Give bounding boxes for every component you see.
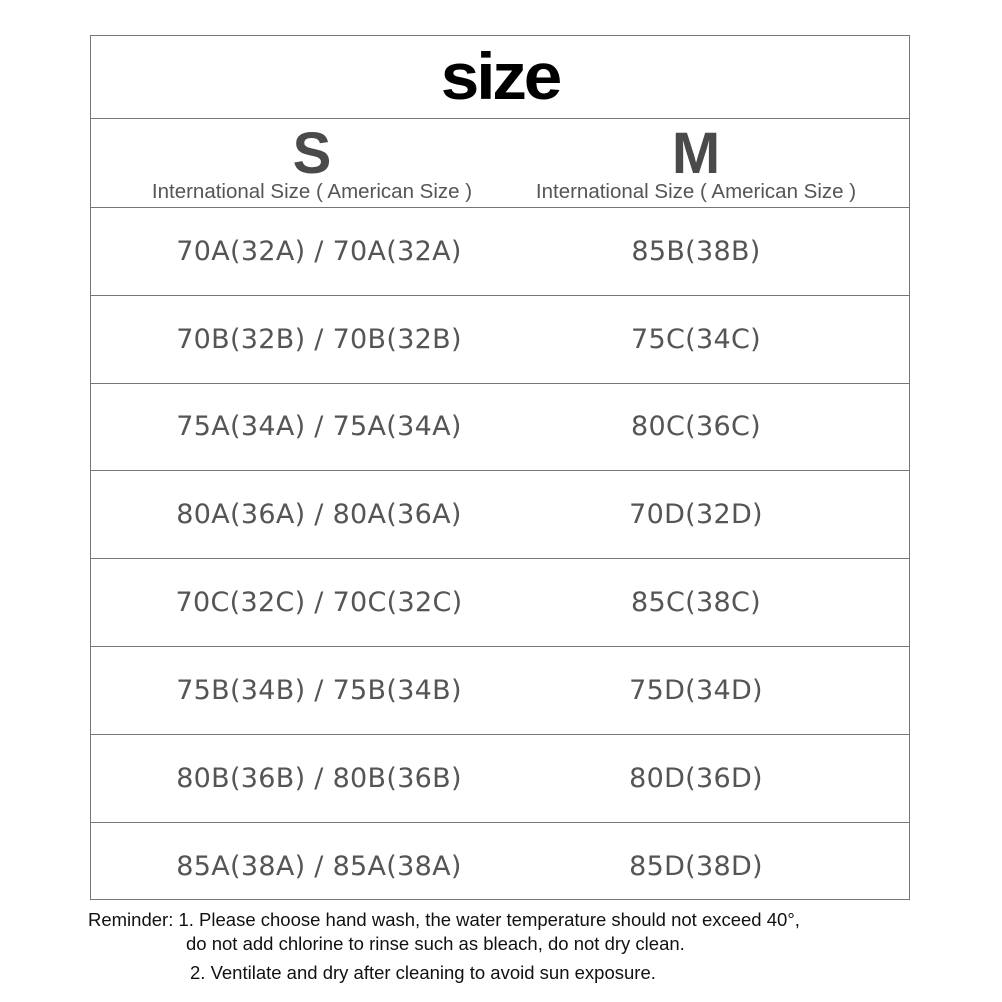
column-header-s bbox=[107, 119, 517, 207]
title-row bbox=[91, 36, 909, 119]
size-table bbox=[90, 35, 910, 900]
header-row bbox=[91, 119, 909, 208]
size-cell-m: 80C(36C) bbox=[631, 411, 761, 443]
table-row bbox=[91, 823, 909, 911]
care-reminder bbox=[88, 908, 968, 985]
size-cell-m: 75C(34C) bbox=[631, 323, 761, 355]
size-cell-s: 80A(36A) / 80A(36A) bbox=[176, 499, 462, 531]
size-subtitle-s: International Size ( American Size ) bbox=[151, 180, 473, 203]
size-cell-m: 75D(34D) bbox=[629, 674, 763, 706]
table-row bbox=[91, 647, 909, 735]
column-header-m bbox=[501, 119, 891, 207]
size-cell-s: 70B(32B) / 70B(32B) bbox=[176, 323, 462, 355]
size-letter-s: S bbox=[292, 121, 332, 186]
size-cell-m: 85B(38B) bbox=[631, 235, 761, 267]
table-row bbox=[91, 384, 909, 472]
reminder-line-3: 2. Ventilate and dry after cleaning to avoid sun exposure. bbox=[190, 962, 656, 983]
size-cell-m: 70D(32D) bbox=[629, 499, 763, 531]
size-letter-m: M bbox=[671, 121, 721, 186]
size-cell-m: 85C(38C) bbox=[631, 587, 761, 619]
reminder-line-2: do not add chlorine to rinse such as bleach, do not dry clean. bbox=[186, 933, 685, 954]
size-cell-s: 85A(38A) / 85A(38A) bbox=[176, 850, 462, 882]
reminder-line-1: Reminder: 1. Please choose hand wash, the water temperature should not exceed 40°, bbox=[88, 909, 800, 930]
size-cell-s: 80B(36B) / 80B(36B) bbox=[176, 762, 462, 794]
size-cell-s: 70A(32A) / 70A(32A) bbox=[176, 235, 462, 267]
size-cell-m: 80D(36D) bbox=[629, 762, 763, 794]
table-row bbox=[91, 296, 909, 384]
size-cell-s: 75A(34A) / 75A(34A) bbox=[176, 411, 462, 443]
table-row bbox=[91, 208, 909, 296]
size-cell-m: 85D(38D) bbox=[629, 850, 763, 882]
size-chart-title: size bbox=[440, 39, 560, 113]
table-row bbox=[91, 471, 909, 559]
size-cell-s: 75B(34B) / 75B(34B) bbox=[176, 674, 462, 706]
size-subtitle-m: International Size ( American Size ) bbox=[535, 180, 857, 203]
size-rows bbox=[91, 208, 909, 910]
size-cell-s: 70C(32C) / 70C(32C) bbox=[175, 587, 463, 619]
table-row bbox=[91, 559, 909, 647]
table-row bbox=[91, 735, 909, 823]
